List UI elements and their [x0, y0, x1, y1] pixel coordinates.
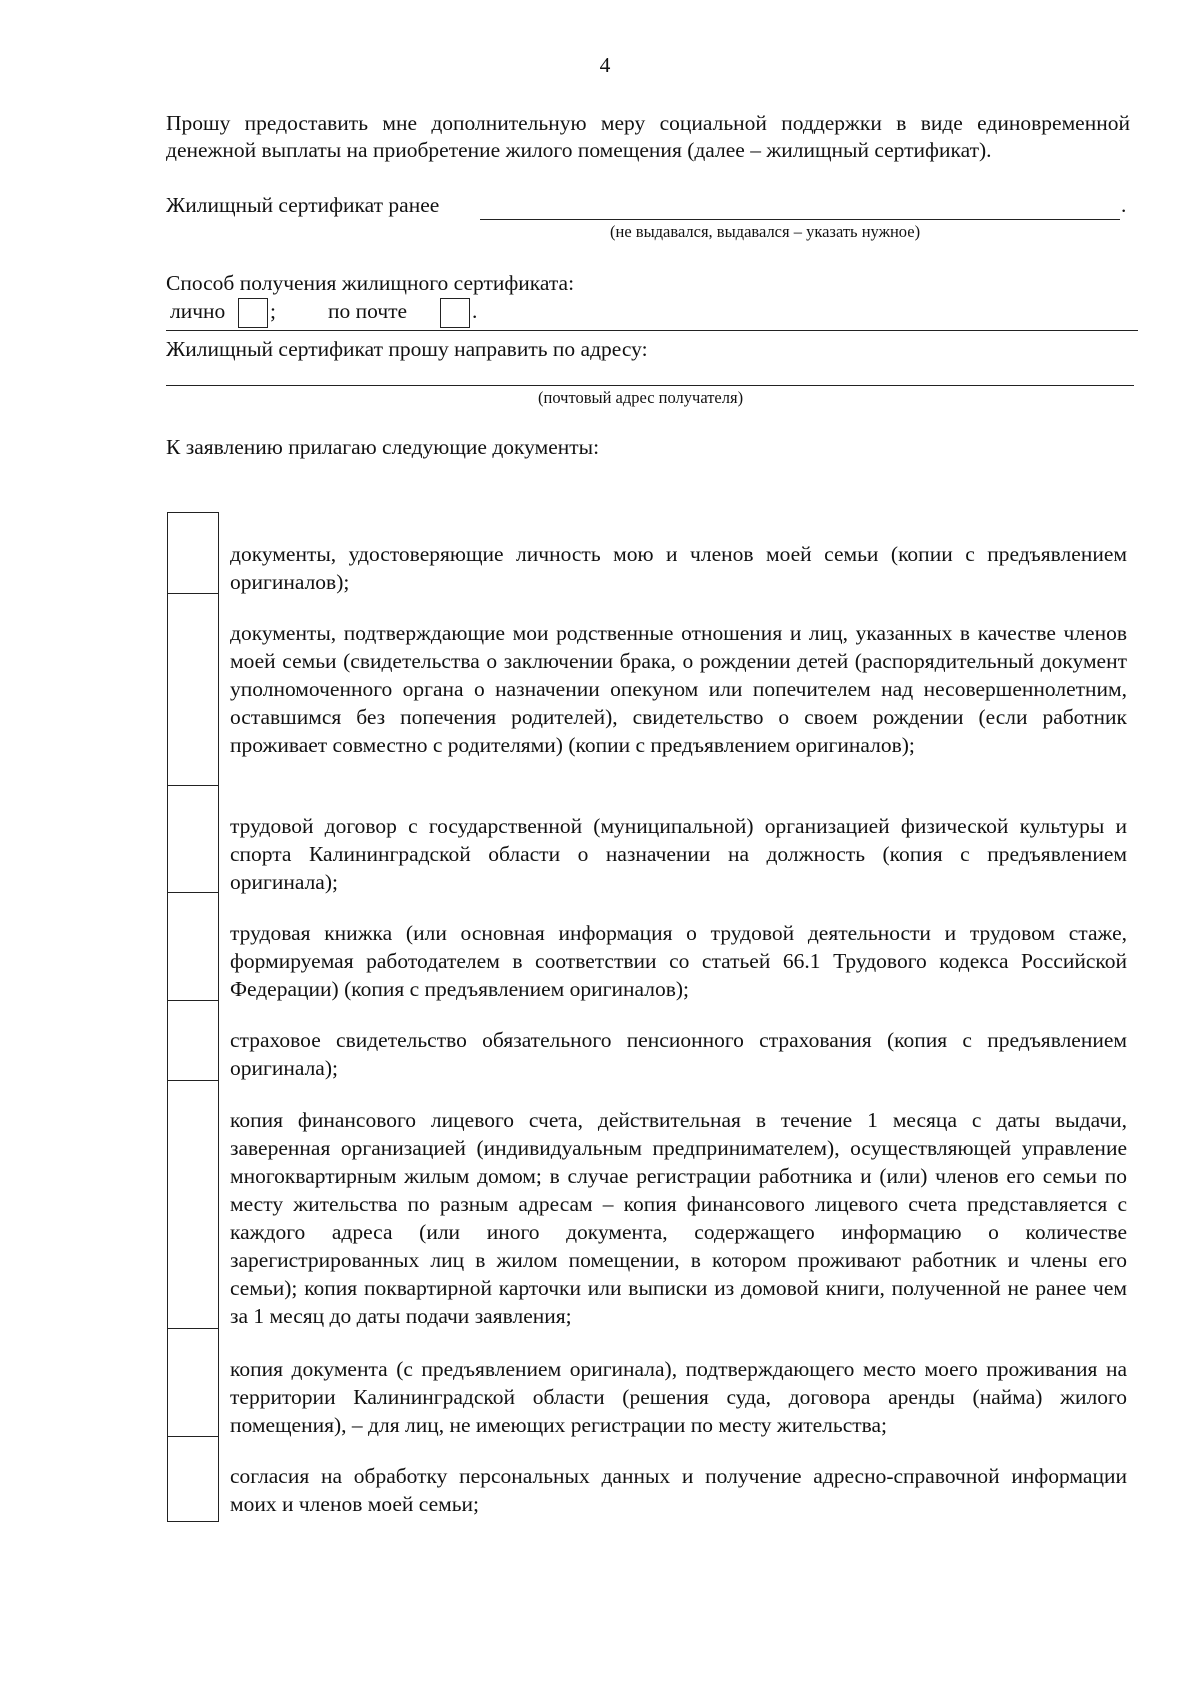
address-fill-line[interactable] — [166, 385, 1134, 386]
document-item-8: согласия на обработку персональных данных и получение адресно-справочной информации моих и членов моей семьи; — [230, 1464, 1127, 1516]
attachments-heading: К заявлению прилагаю следующие документы: — [166, 435, 600, 459]
document-checkbox-7[interactable] — [168, 1329, 218, 1436]
certificate-previously-hint: (не выдавался, выдавался – указать нужное) — [610, 222, 921, 241]
document-checkbox-5[interactable] — [168, 1001, 218, 1080]
document-checkbox-2[interactable] — [168, 594, 218, 785]
document-checkbox-8[interactable] — [168, 1437, 218, 1521]
method-divider — [166, 330, 1138, 331]
document-checkbox-3[interactable] — [168, 786, 218, 892]
certificate-previously-label: Жилищный сертификат ранее — [166, 193, 440, 217]
document-item-3: трудовой договор с государственной (муниципальной) организацией физической культуры и спорта Калининградской области о назначении на должность (копия с предъявлением оригинала); — [230, 814, 1127, 894]
method-label: Способ получения жилищного сертификата: — [166, 271, 575, 295]
document-item-4: трудовая книжка (или основная информация о трудовой деятельности и трудовом стаже, формируемая работодателем в соответствии со статьей 66.1 Трудового кодекса Российской Федерации) (копия с предъявлением оригиналов); — [230, 921, 1127, 1001]
certificate-previously-end: . — [1121, 193, 1127, 217]
address-label: Жилищный сертификат прошу направить по адресу: — [166, 337, 648, 361]
document-item-6: копия финансового лицевого счета, действительная в течение 1 месяца с даты выдачи, заверенная организацией (индивидуальным предпринимателем), осуществляющей управление многоквартирным жилым домом; в случае регистрации работника и (или) членов его семьи по месту жительства по разным адресам – копия финансового лицевого счета представляется с каждого адреса (или иного документа, содержащего информацию о количестве зарегистрированных лиц в жилом помещении, в котором проживают работник и члены его семьи); копия поквартирной карточки или выписки из домовой книги, полученной не ранее чем за 1 месяц до даты подачи заявления; — [230, 1108, 1127, 1328]
document-checkbox-6[interactable] — [168, 1081, 218, 1328]
document-item-5: страховое свидетельство обязательного пенсионного страхования (копия с предъявлением оригинала); — [230, 1028, 1127, 1080]
document-checkbox-4[interactable] — [168, 893, 218, 1000]
certificate-previously-fill-line[interactable] — [480, 219, 1120, 220]
method-personal-label: лично — [170, 299, 226, 323]
request-paragraph: Прошу предоставить мне дополнительную меру социальной поддержки в виде единовременной денежной выплаты на приобретение жилого помещения (далее – жилищный сертификат). — [166, 111, 1130, 162]
document-item-7: копия документа (с предъявлением оригинала), подтверждающего место моего проживания на территории Калининградской области (решения суда, договора аренды (найма) жилого помещения), – для лиц, не имеющих регистрации по месту жительства; — [230, 1357, 1127, 1437]
checkbox-column-right-border — [218, 512, 219, 1522]
document-checkbox-1[interactable] — [168, 513, 218, 593]
method-post-sep: . — [472, 299, 478, 323]
document-item-2: документы, подтверждающие мои родственные отношения и лиц, указанных в качестве членов моей семьи (свидетельства о заключении брака, о рождении детей (распорядительный документ уполномоченного органа о назначении опекуном или попечителем над несовершеннолетним, оставшимся без попечения родителей), свидетельство о своем рождении (если работник проживает совместно с родителями) (копии с предъявлением оригиналов); — [230, 621, 1127, 757]
address-hint: (почтовый адрес получателя) — [538, 388, 744, 407]
method-post-label: по почте — [328, 299, 408, 323]
method-personal-sep: ; — [270, 299, 276, 323]
method-personal-checkbox[interactable] — [238, 298, 268, 328]
page-number: 4 — [599, 53, 611, 77]
checkbox-column-bottom — [167, 1521, 219, 1522]
method-post-checkbox[interactable] — [440, 298, 470, 328]
document-item-1: документы, удостоверяющие личность мою и членов моей семьи (копии с предъявлением оригиналов); — [230, 542, 1127, 594]
